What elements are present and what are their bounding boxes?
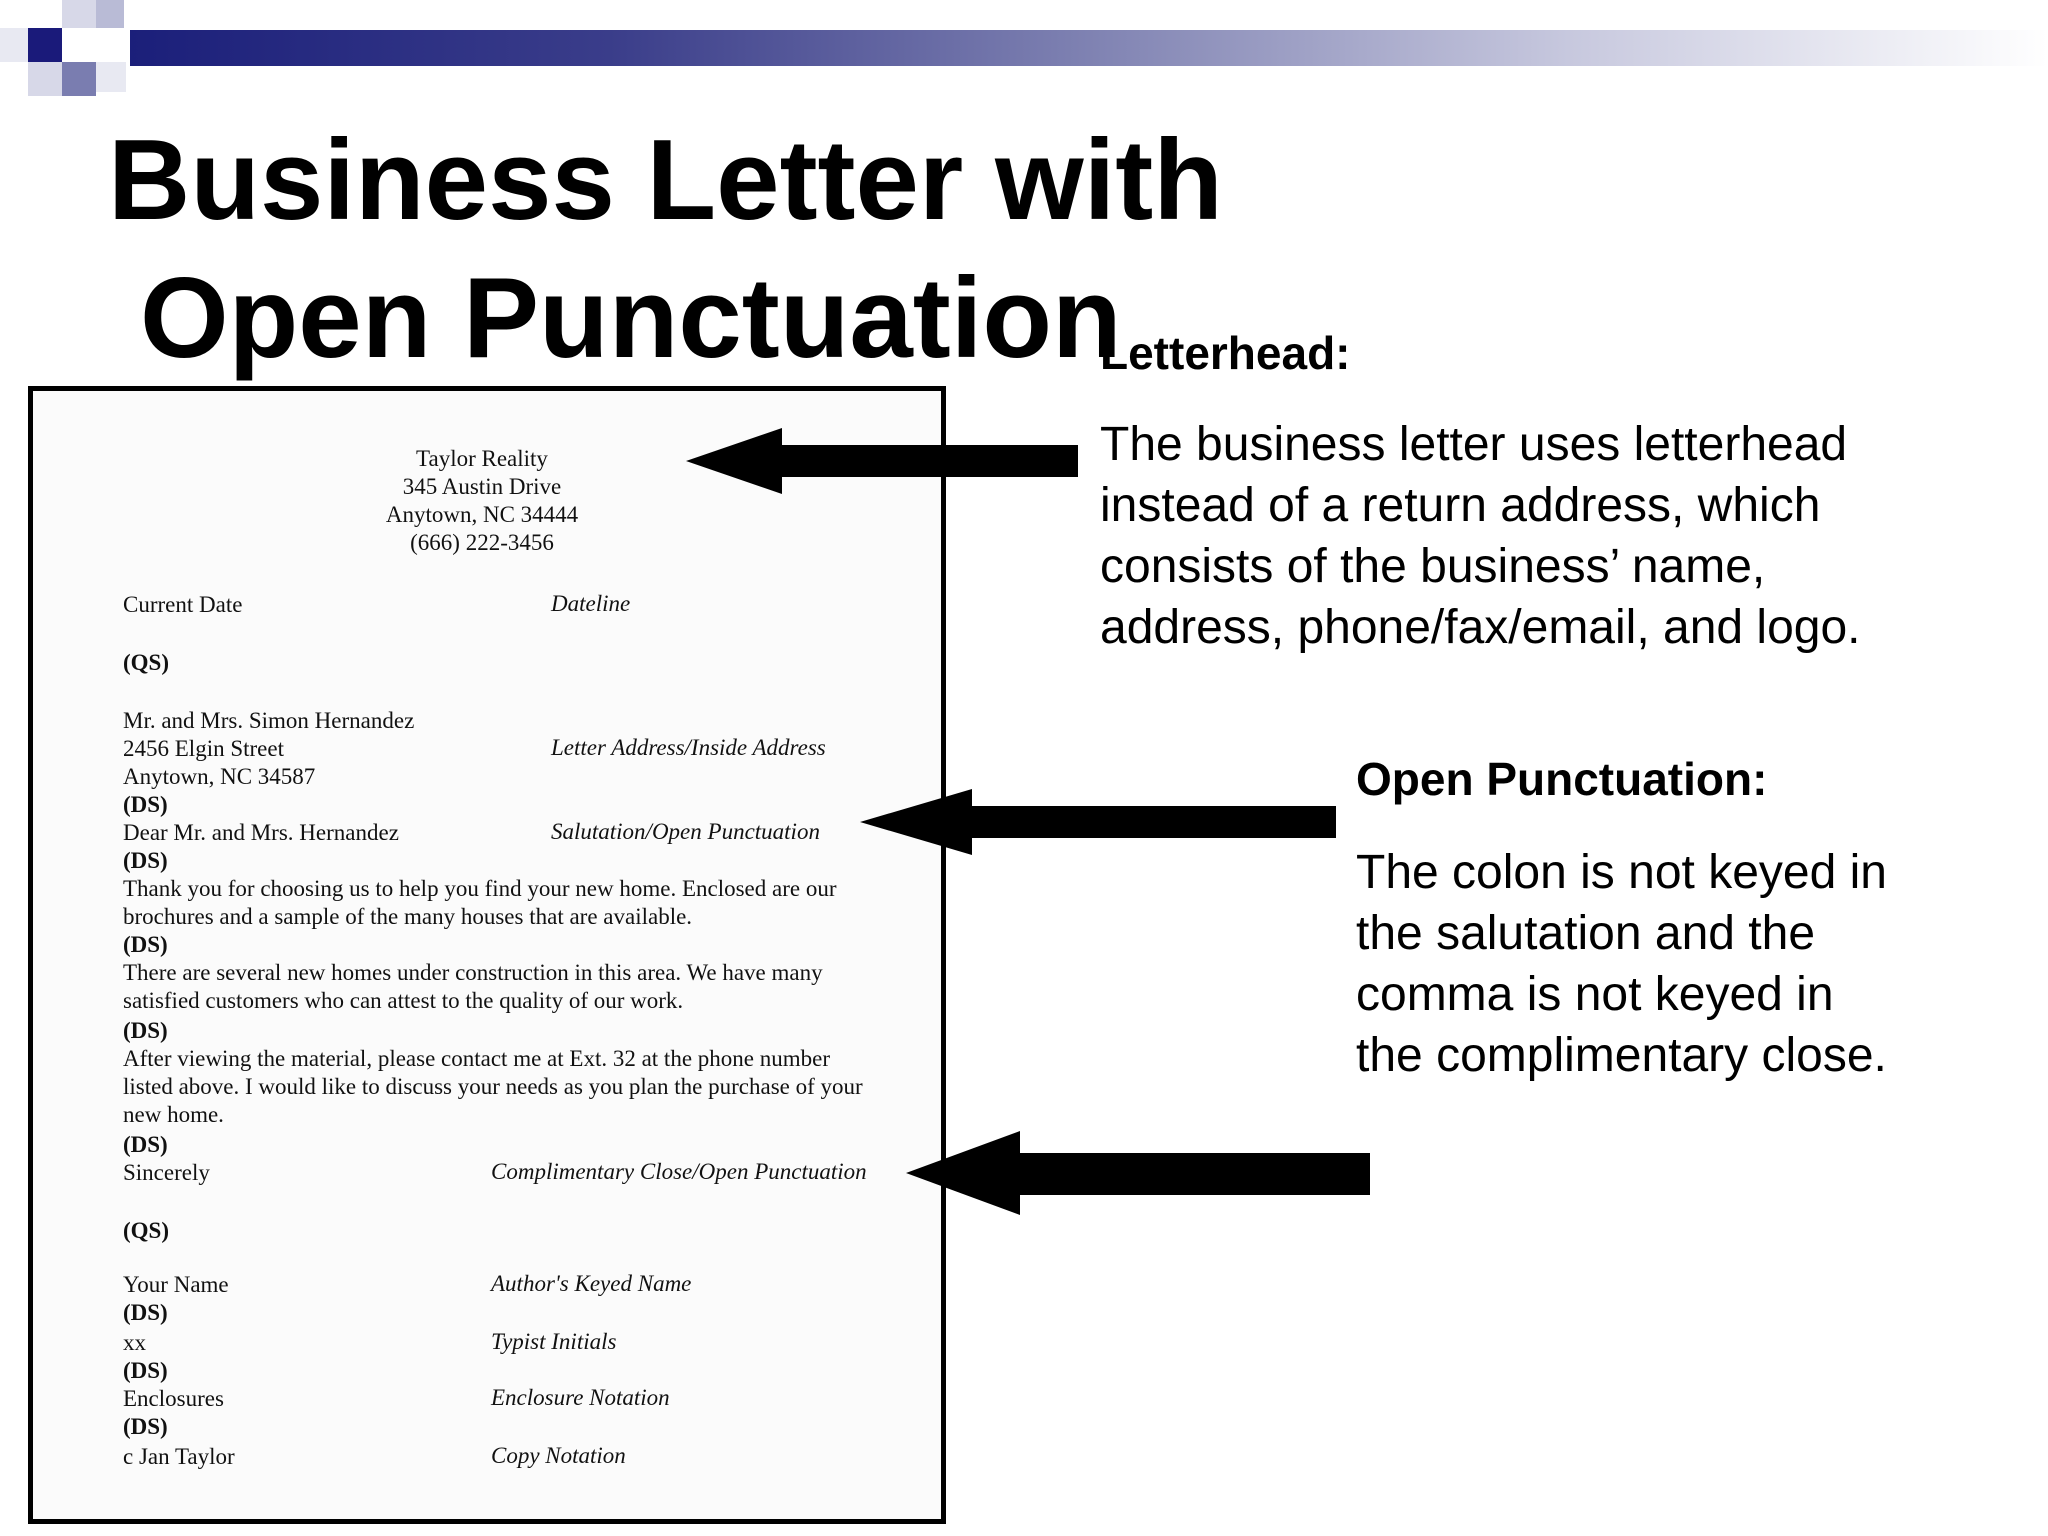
enclosure-notation: Enclosures: [123, 1386, 224, 1411]
explanation-line: comma is not keyed in: [1356, 968, 1834, 1021]
spacing-marker: (DS): [123, 1018, 168, 1043]
body-line: listed above. I would like to discuss your needs as you plan the purchase of your: [123, 1074, 863, 1099]
open-punctuation-heading: Open Punctuation:: [1356, 753, 1768, 805]
explanation-line: the salutation and the: [1356, 907, 1816, 960]
spacing-marker: (DS): [123, 1414, 168, 1439]
body-line: satisfied customers who can attest to the quality of our work.: [123, 988, 684, 1013]
letterhead-line: 345 Austin Drive: [402, 474, 562, 499]
letterhead-line: Anytown, NC 34444: [385, 502, 579, 527]
letter-date: Current Date: [123, 592, 243, 617]
explanation-line: address, phone/fax/email, and logo.: [1100, 601, 1861, 654]
salutation: Dear Mr. and Mrs. Hernandez: [123, 820, 399, 845]
salutation-note: Salutation/Open Punctuation: [551, 819, 820, 844]
explanation-line: instead of a return address, which: [1100, 479, 1821, 532]
copy-notation: c Jan Taylor: [123, 1444, 235, 1469]
title-line-2: Open Punctuation: [140, 255, 1122, 382]
closing-note: Complimentary Close/Open Punctuation: [491, 1159, 867, 1184]
explanation-line: the complimentary close.: [1356, 1029, 1887, 1082]
body-line: new home.: [123, 1102, 224, 1127]
spacing-marker: (DS): [123, 1300, 168, 1325]
explanation-line: consists of the business’ name,: [1100, 540, 1766, 593]
spacing-marker: (DS): [123, 1358, 168, 1383]
body-line: There are several new homes under construction in this area. We have many: [123, 960, 823, 985]
letterhead-heading: Letterhead:: [1100, 327, 1351, 379]
spacing-marker: (QS): [123, 650, 169, 675]
letterhead-arrow-icon: [686, 428, 1078, 494]
complimentary-close: Sincerely: [123, 1160, 210, 1185]
explanation-line: The colon is not keyed in: [1356, 846, 1887, 899]
letterhead-line: (666) 222-3456: [410, 530, 554, 555]
body-line: Thank you for choosing us to help you find your new home. Enclosed are our: [123, 876, 837, 901]
address-line: Anytown, NC 34587: [123, 764, 316, 789]
spacing-marker: (DS): [123, 1132, 168, 1157]
title-line-1: Business Letter with: [108, 117, 1223, 244]
spacing-marker: (DS): [123, 932, 168, 957]
letterhead-explanation: [1100, 414, 1861, 658]
closing-arrow-icon: [906, 1131, 1370, 1215]
letterhead-line: Taylor Reality: [416, 446, 548, 471]
address-note: Letter Address/Inside Address: [551, 735, 826, 760]
spacing-marker: (DS): [123, 848, 168, 873]
open-punctuation-explanation: [1356, 842, 1887, 1086]
spacing-marker: (QS): [123, 1218, 169, 1243]
initials-note: Typist Initials: [491, 1329, 617, 1354]
date-note: Dateline: [551, 591, 631, 616]
spacing-marker: (DS): [123, 792, 168, 817]
salutation-arrow-icon: [860, 789, 1336, 855]
body-line: brochures and a sample of the many houses that are available.: [123, 904, 693, 929]
address-line: Mr. and Mrs. Simon Hernandez: [123, 708, 415, 733]
address-line: 2456 Elgin Street: [123, 736, 284, 761]
copy-note: Copy Notation: [491, 1443, 626, 1468]
author-name: Your Name: [123, 1272, 229, 1297]
body-line: After viewing the material, please contact me at Ext. 32 at the phone number: [123, 1046, 830, 1071]
name-note: Author's Keyed Name: [491, 1271, 692, 1296]
typist-initials: xx: [123, 1330, 146, 1355]
enclosures-note: Enclosure Notation: [491, 1385, 670, 1410]
explanation-line: The business letter uses letterhead: [1100, 418, 1848, 471]
